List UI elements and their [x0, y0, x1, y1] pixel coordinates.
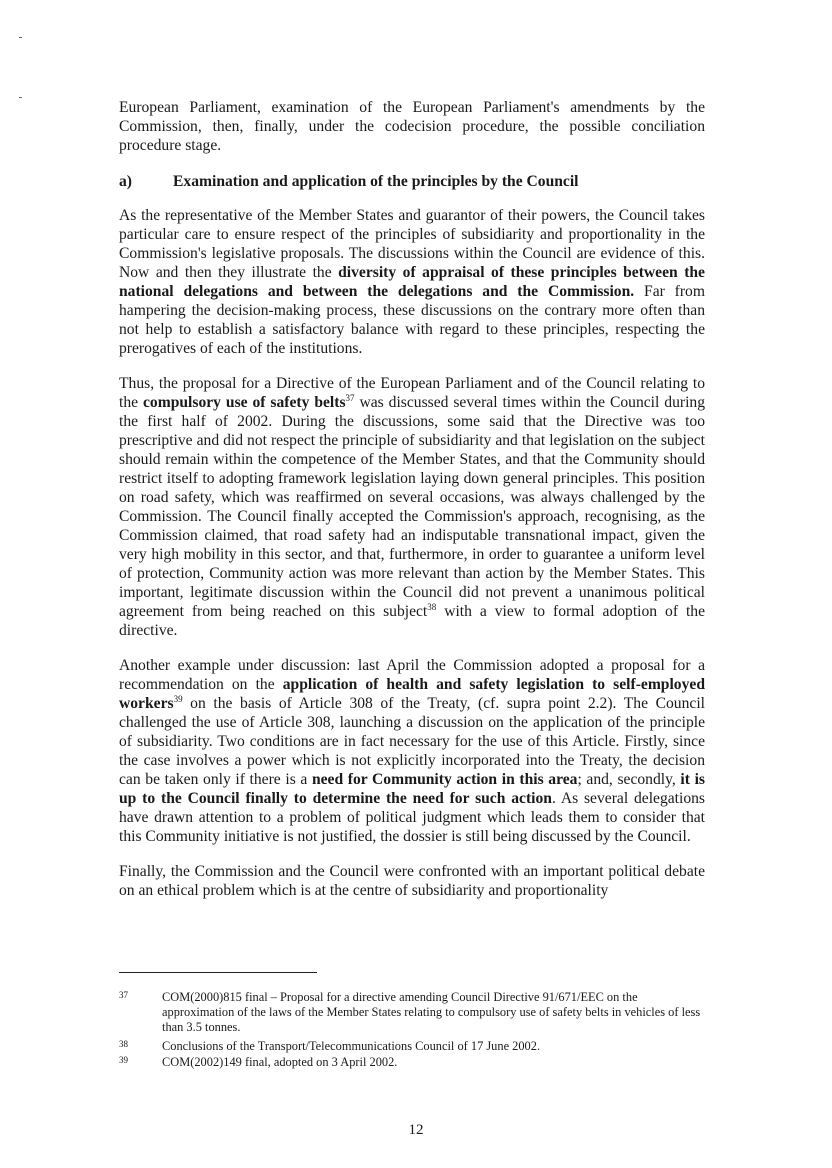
section-heading: [119, 172, 705, 191]
footnote-number: 37: [119, 990, 128, 1000]
paragraph-safety-belts: Thus, the proposal for a Directive of the European Parliament and of the Council relating to the compulsory use of safety belts$^{37}$ was discussed several times within the Council during the first half of 2002. During the discussions, some said that the Directive was too prescriptive and did not respect the principle of subsidiarity and that legislation on the subject should remain within the competence of the Member States, and that the Community should restrict itself to adopting framework legislation laying down general principles. This position on road safety, which was reaffirmed on several occasions, was always challenged by the Commission. The Council finally accepted the Commission's approach, recognising, as the Commission claimed, that road safety had an indisputable transnational impact, given the very high mobility in this sector, and that, furthermore, in order to guarantee a uniform level of protection, Community action was more relevant than action by the Member States. This important, legitimate discussion within the Council did not prevent a unanimous political agreement from being reached on this subject$^{38}$ with a view to formal adoption of the directive.: [119, 375, 706, 639]
footnote-number: 39: [119, 1055, 128, 1065]
page-number: 12: [408, 1122, 424, 1138]
emphasis-need-for-action: need for Community action in this area: [311, 771, 578, 788]
footnote-text: Conclusions of the Transport/Telecommunications Council of 17 June 2002.: [162, 1039, 541, 1053]
paragraph-self-employed: Another example under discussion: last April the Commission adopted a proposal for a recommendation on the application of health and safety legislation to self-employed workers$^{39}$ on the basis of Article 308 of the Treaty, (cf. supra point 2.2). The Council challenged the use of Article 308, launching a discussion on the application of the principle of subsidiarity. Two conditions are in fact necessary for the use of this Article. Firstly, since the case involves a power which is not explicitly incorporated into the Treaty, the decision can be taken only if there is a need for Community action in this area; and, secondly, it is up to the Council finally to determine the need for such action. As several delegations have drawn attention to a problem of political judgment which leads them to consider that this Community initiative is not justified, the dossier is still being discussed by the Council.: [119, 657, 705, 845]
page-body: [119, 98, 705, 900]
footnote-38: [119, 1039, 705, 1054]
footnote-37: [119, 990, 705, 1035]
footnote-ref-38[interactable]: 38: [427, 602, 437, 612]
paragraph-council-role: As the representative of the Member States and guarantor of their powers, the Council takes particular care to ensure respect of the principles of subsidiarity and proportionality in the Commission's legislative proposals. The discussions within the Council are evidence of this. Now and then they illustrate the diversity of appraisal of these principles between the national delegations and between the delegations and the Commission. Far from hampering the decision-making process, these discussions on the contrary more often than not help to establish a satisfactory balance with regard to these principles, respecting the prerogatives of each of the institutions.: [119, 207, 705, 357]
section-heading-text: Examination and application of the principles by the Council: [173, 173, 579, 190]
paragraph-intro: European Parliament, examination of the European Parliament's amendments by the Commission, then, finally, under the codecision procedure, the possible conciliation procedure stage.: [119, 99, 705, 154]
footnote-39: [119, 1055, 705, 1070]
footnote-separator: [119, 972, 317, 973]
footnote-text: COM(2000)815 final – Proposal for a directive amending Council Directive 91/671/EEC on the approximation of the laws of the Member States relating to compulsory use of safety belts in vehicles of less than 3.5 tonnes.: [162, 990, 701, 1034]
scan-mark-top: [19, 37, 22, 38]
footnote-ref-37[interactable]: 37: [345, 393, 355, 403]
footnote-ref-39[interactable]: 39: [173, 694, 183, 704]
scan-mark-bottom: [19, 97, 22, 98]
paragraph-ethical-debate: Finally, the Commission and the Council were confronted with an important political debate on an ethical problem which is at the centre of subsidiarity and proportionality: [119, 863, 705, 899]
footnote-number: 38: [119, 1039, 128, 1049]
emphasis-council-determine: it is up to the Council finally to determine the need for such action: [119, 771, 705, 807]
footnote-text: COM(2002)149 final, adopted on 3 April 2002.: [162, 1055, 398, 1069]
emphasis-diversity: diversity of appraisal of these principles between the national delegations and between the delegations and the Commission.: [119, 264, 705, 300]
emphasis-health-safety: application of health and safety legislation to self-employed workers: [119, 676, 705, 712]
emphasis-safety-belts: compulsory use of safety belts: [143, 394, 346, 411]
section-heading-number: a): [119, 173, 132, 190]
